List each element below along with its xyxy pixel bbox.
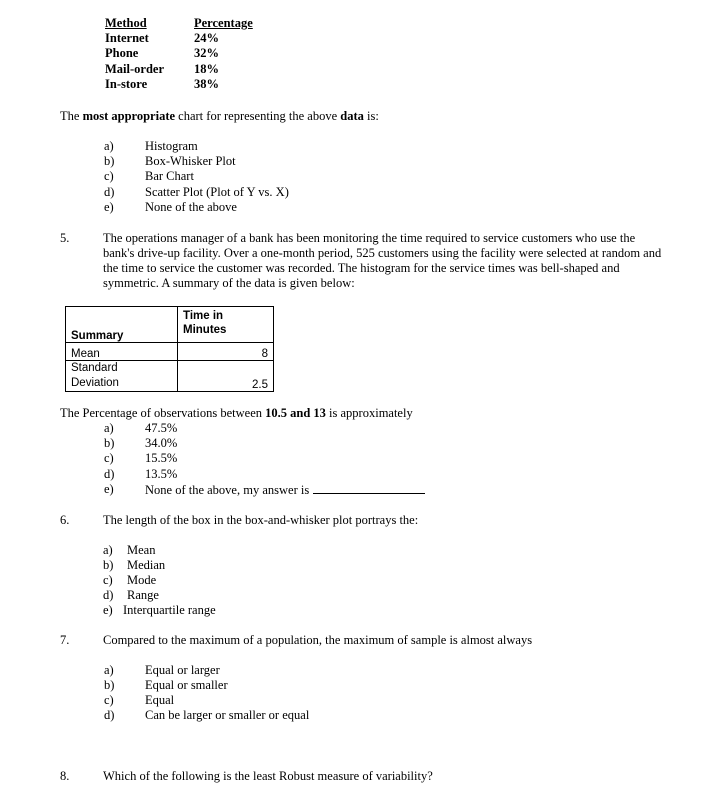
summary-header: Summary (66, 307, 178, 343)
q7-text: Compared to the maximum of a population, the maximum of sample is almost always (103, 633, 533, 647)
q4-stem: The most appropriate chart for representing the above data is: (60, 109, 379, 123)
method-cell: Mail-order (105, 62, 165, 76)
option-label: e) (103, 603, 113, 617)
q7-number: 7. (60, 633, 70, 647)
percentage-cell: 38% (194, 77, 219, 91)
q6-number: 6. (60, 513, 70, 527)
mean-label: Mean (66, 343, 178, 361)
option-label: a) (104, 663, 114, 677)
method-cell: Phone (105, 46, 139, 60)
option-label: c) (103, 573, 113, 587)
method-cell: Internet (105, 31, 149, 45)
option-label: d) (104, 185, 115, 199)
percentage-cell: 32% (194, 46, 219, 60)
option-label: b) (104, 436, 115, 450)
option-text: Scatter Plot (Plot of Y vs. X) (145, 185, 289, 199)
option-text: Interquartile range (123, 603, 216, 617)
sd-label: Standard Deviation (66, 361, 178, 392)
option-label: d) (103, 588, 114, 602)
option-label: c) (104, 693, 114, 707)
q5-text: The operations manager of a bank has been monitoring the time required to service customers who use the bank's drive-up facility. Over a one-month period, 525 customers using the facility were selected at random and the time to service the customer was recorded. The histogram for the service times was bell-shaped and symmetric. A summary of the data is given below: (103, 231, 662, 290)
option-text: Bar Chart (145, 169, 194, 183)
option-label: b) (104, 154, 115, 168)
option-label: a) (103, 543, 113, 557)
q8-number: 8. (60, 769, 70, 783)
option-label: e) (104, 482, 114, 496)
q8-text: Which of the following is the least Robust measure of variability? (103, 769, 433, 783)
option-text: Box-Whisker Plot (145, 154, 236, 168)
option-text: Mode (127, 573, 157, 587)
option-text: Equal (145, 693, 175, 707)
option-label: d) (104, 708, 115, 722)
option-text: Equal or larger (145, 663, 220, 677)
summary-table (65, 306, 274, 392)
option-label: b) (103, 558, 114, 572)
option-label: c) (104, 169, 114, 183)
option-text: None of the above, my answer is (145, 482, 425, 498)
sd-value: 2.5 (178, 361, 274, 392)
option-label: d) (104, 467, 115, 481)
option-text: Median (127, 558, 166, 572)
q6-text: The length of the box in the box-and-whisker plot portrays the: (103, 513, 419, 527)
option-label: b) (104, 678, 115, 692)
option-text: 13.5% (145, 467, 178, 481)
time-header: Time in Minutes (178, 307, 274, 343)
option-label: e) (104, 200, 114, 214)
option-text: Mean (127, 543, 156, 557)
option-text: None of the above (145, 200, 237, 214)
option-text: 15.5% (145, 451, 178, 465)
option-text: 47.5% (145, 421, 178, 435)
option-text: Range (127, 588, 159, 602)
option-text: Histogram (145, 139, 198, 153)
method-cell: In-store (105, 77, 148, 91)
percentage-header: Percentage (194, 16, 253, 30)
option-label: c) (104, 451, 114, 465)
percentage-cell: 18% (194, 62, 219, 76)
q5-stem: The Percentage of observations between 10.5 and 13 is approximately (60, 406, 413, 420)
option-text: 34.0% (145, 436, 178, 450)
answer-blank-line[interactable] (313, 482, 425, 494)
q5-number: 5. (60, 231, 70, 245)
method-header: Method (105, 16, 147, 30)
percentage-cell: 24% (194, 31, 219, 45)
option-label: a) (104, 421, 114, 435)
option-text: Can be larger or smaller or equal (145, 708, 310, 722)
mean-value: 8 (178, 343, 274, 361)
option-label: a) (104, 139, 114, 153)
option-text: Equal or smaller (145, 678, 228, 692)
